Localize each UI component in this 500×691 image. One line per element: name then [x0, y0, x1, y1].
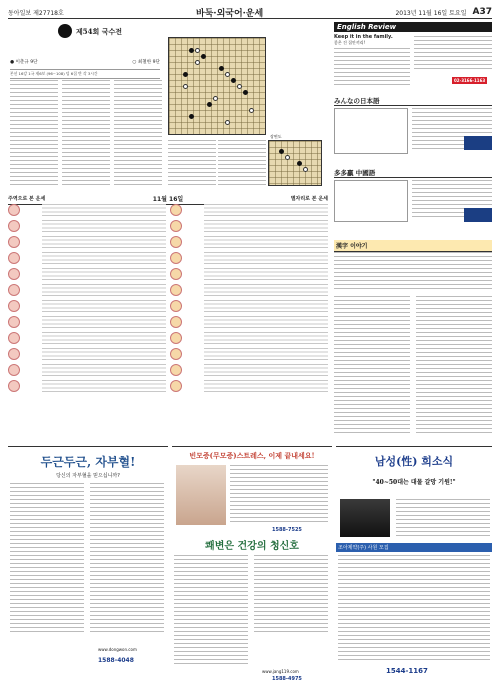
ad2-phone: 1588-7525: [272, 527, 302, 533]
ad1-body-1: [10, 483, 84, 633]
ad2-photo: [176, 465, 226, 525]
baduk-subline: 본선 16강 1국 제6보 (96~108) 덤 6집 반 각 3시간: [10, 69, 160, 79]
zodiac-dragon-icon: [8, 268, 20, 280]
ad3-subheadline: "40~50대는 대물 갈망 기원!": [372, 479, 456, 486]
baduk-commentary-2: [62, 80, 110, 188]
ad3-strip: 조아제약(주) 사원 모집: [336, 543, 492, 552]
leo-icon: [170, 300, 182, 312]
horoscope-date: 11월 16일: [152, 196, 184, 203]
chinese-title: 多多贏 中國語: [334, 168, 492, 178]
horoscope-right-column: [170, 204, 328, 396]
page-header: [8, 6, 492, 19]
baduk-board: [168, 37, 266, 135]
taurus-icon: [170, 252, 182, 264]
ad1-url[interactable]: www.dongwon.com: [98, 647, 137, 652]
chinese-section: [334, 168, 492, 234]
horoscope-right-title: 별자리로 본 운세: [290, 196, 328, 202]
chinese-card: [334, 180, 408, 222]
ad1-subheadline: 당신의 자부혈을 믿으십니까?: [56, 473, 120, 479]
english-phone: 02-3166-1163: [454, 78, 486, 83]
ad2-body-3: [254, 555, 328, 635]
english-title: English Review: [334, 22, 492, 32]
zodiac-dog-icon: [8, 364, 20, 376]
ad1-body-2: [90, 483, 164, 633]
ad3-body-1: [396, 499, 490, 537]
ad3-headline: 남성(性) 희소식: [374, 455, 454, 468]
section-title: 바둑·외국어·운세: [196, 8, 264, 19]
zodiac-ox-icon: [8, 220, 20, 232]
scorpio-icon: [170, 348, 182, 360]
english-phrase: Keep it in the family.: [334, 34, 393, 40]
ad2-body-1: [230, 465, 328, 525]
libra-icon: [170, 332, 182, 344]
baduk-diagram-caption: 장면도: [270, 134, 282, 139]
baduk-commentary-3: [114, 80, 162, 188]
page-number: A37: [472, 7, 492, 17]
sponsor-logo: [282, 142, 318, 162]
issue-info: 동아일보 제27718호: [8, 9, 64, 17]
zodiac-tiger-icon: [8, 236, 20, 248]
hanja-body-2: [334, 296, 410, 436]
zodiac-rabbit-icon: [8, 252, 20, 264]
japanese-card: [334, 108, 408, 154]
hanja-title: 漢字 이야기: [334, 240, 492, 252]
english-phrase-kr: 좋은 건 집안끼리!: [334, 40, 366, 45]
zodiac-sheep-icon: [8, 316, 20, 328]
ad3-product-image: [340, 499, 390, 537]
ad3-body-2: [338, 555, 490, 661]
zodiac-rooster-icon: [8, 348, 20, 360]
horoscope-section: [8, 194, 328, 440]
capricorn-icon: [170, 380, 182, 392]
horoscope-left-column: [8, 204, 166, 396]
japanese-title: みんなの日本語: [334, 96, 492, 106]
ad1-phone: 1588-4048: [98, 657, 134, 664]
ad2-url[interactable]: www.jang119.com: [262, 669, 299, 674]
player-black: ● 이춘규 9단: [10, 60, 38, 65]
ad2-phone-2: 1588-4975: [272, 676, 302, 682]
ad2-subheadline: 쾌변은 건강의 청신호: [205, 541, 299, 552]
aquarius-icon: [170, 204, 182, 216]
english-body-right: [414, 36, 492, 72]
cancer-icon: [170, 284, 182, 296]
zodiac-pig-icon: [8, 380, 20, 392]
baduk-commentary-5: [218, 140, 266, 188]
japanese-ad-box: [464, 136, 492, 150]
japanese-section: [334, 96, 492, 166]
baduk-logo: [58, 24, 72, 38]
hanja-body-1: [334, 252, 492, 292]
baduk-section: [8, 22, 328, 192]
pisces-icon: [170, 220, 182, 232]
hanja-body-3: [416, 296, 492, 436]
baduk-title: 제54회 국수전: [76, 27, 122, 36]
ad3-phone: 1544-1167: [386, 667, 428, 675]
sagittarius-icon: [170, 364, 182, 376]
ad1-headline: 두근두근, 자부혈!: [40, 455, 136, 469]
horoscope-left-title: 주역으로 본 운세: [8, 196, 46, 202]
virgo-icon: [170, 316, 182, 328]
english-section: [334, 22, 492, 92]
ad2-headline: 빈모증(무모증)스트레스, 이제 끝내세요!: [189, 451, 315, 460]
zodiac-monkey-icon: [8, 332, 20, 344]
zodiac-horse-icon: [8, 300, 20, 312]
hanja-section: [334, 240, 492, 440]
ad-middle: [172, 446, 332, 687]
issue-date: 2013년 11월 16일 토요일: [395, 9, 467, 17]
chinese-ad-box: [464, 208, 492, 222]
baduk-commentary-1: [10, 80, 58, 188]
ad-right: [336, 446, 492, 687]
zodiac-rat-icon: [8, 204, 20, 216]
gemini-icon: [170, 268, 182, 280]
ad-left: [8, 446, 168, 687]
baduk-commentary-4: [168, 140, 216, 188]
ad2-body-2: [174, 555, 248, 665]
zodiac-snake-icon: [8, 284, 20, 296]
aries-icon: [170, 236, 182, 248]
english-body-left: [334, 48, 410, 88]
player-white: ○ 최철한 9단: [132, 60, 160, 65]
baduk-players: [10, 59, 160, 65]
